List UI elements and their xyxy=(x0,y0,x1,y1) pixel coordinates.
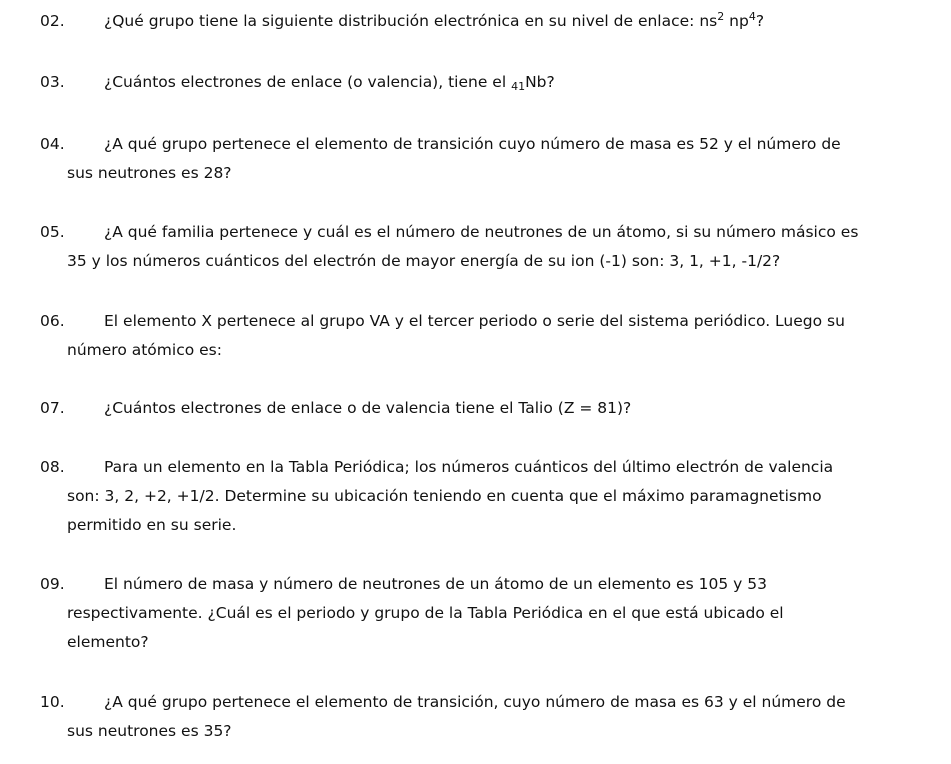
question-text-line: respectivamente. ¿Cuál es el periodo y grupo de la Tabla Periódica en el que está ubicado el xyxy=(67,604,784,622)
question-text-line: ¿Cuántos electrones de enlace (o valencia), tiene el $_{41}$Nb? xyxy=(104,73,555,93)
question-number: 09. xyxy=(40,575,65,593)
question-text-line: elemento? xyxy=(67,633,149,651)
question-text-line: Para un elemento en la Tabla Periódica; los números cuánticos del último electrón de valencia xyxy=(104,458,834,476)
question-number: 06. xyxy=(40,312,65,330)
question-text-line: sus neutrones es 35? xyxy=(67,722,232,740)
question-number: 02. xyxy=(40,12,65,30)
question-text-line: El número de masa y número de neutrones de un átomo de un elemento es 105 y 53 xyxy=(104,575,767,593)
question-number: 07. xyxy=(40,399,65,417)
question-text-line: ¿Cuántos electrones de enlace o de valencia tiene el Talio (Z = 81)? xyxy=(104,399,632,417)
subscript: 41 xyxy=(511,80,526,93)
question-text-line: sus neutrones es 28? xyxy=(67,164,232,182)
question-text-line: ¿A qué grupo pertenece el elemento de transición, cuyo número de masa es 63 y el número de xyxy=(104,693,846,711)
question-number: 08. xyxy=(40,458,65,476)
question-text-line: son: 3, 2, +2, +1/2. Determine su ubicación teniendo en cuenta que el máximo paramagnetismo xyxy=(67,487,822,505)
question-text-line: número atómico es: xyxy=(67,341,222,359)
question-number: 10. xyxy=(40,693,65,711)
question-number: 05. xyxy=(40,223,65,241)
superscript: 4 xyxy=(748,10,756,23)
question-text-line: permitido en su serie. xyxy=(67,516,237,534)
question-text-line: ¿A qué grupo pertenece el elemento de transición cuyo número de masa es 52 y el número de xyxy=(104,135,841,153)
question-number: 04. xyxy=(40,135,65,153)
question-number: 03. xyxy=(40,73,65,91)
question-text-line: 35 y los números cuánticos del electrón de mayor energía de su ion (-1) son: 3, 1, +1, -1/2? xyxy=(67,252,781,270)
superscript: 2 xyxy=(717,10,725,23)
question-text-line: ¿Qué grupo tiene la siguiente distribución electrónica en su nivel de enlace: $ns^2$ $np^4$? xyxy=(104,10,765,30)
question-text-line: El elemento X pertenece al grupo VA y el tercer periodo o serie del sistema periódico. Luego su xyxy=(104,312,845,330)
question-text-line: ¿A qué familia pertenece y cuál es el número de neutrones de un átomo, si su número másico es xyxy=(104,223,859,241)
